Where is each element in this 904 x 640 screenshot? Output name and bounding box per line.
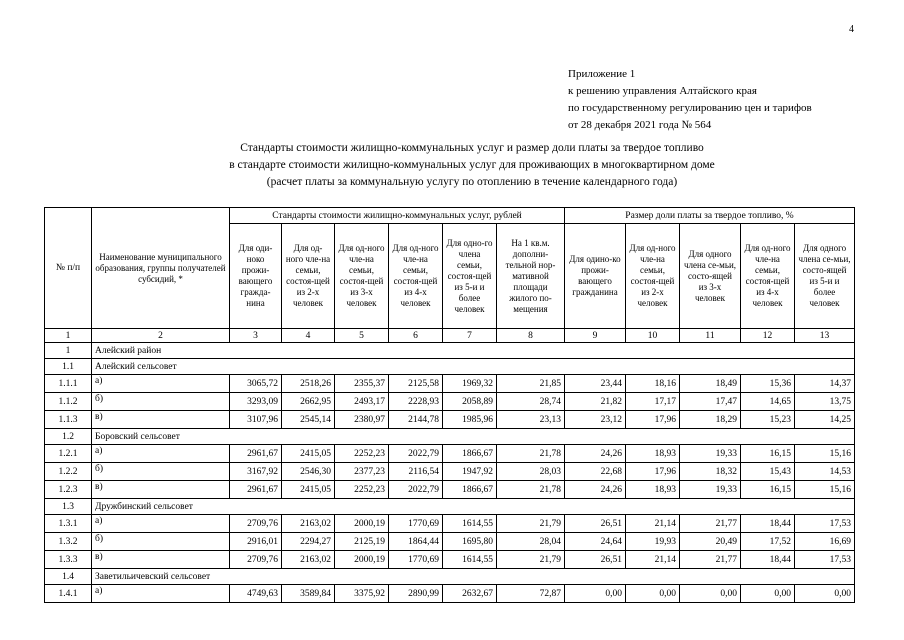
header-group-standards: Стандарты стоимости жилищно-коммунальных услуг, рублей (230, 208, 565, 224)
table-cell: 2000,19 (335, 551, 389, 569)
council-row (45, 429, 855, 445)
council-row (45, 569, 855, 585)
column-header: Для одино-ко прожи-вающего гражданина (565, 224, 626, 329)
row-number: 1.2.1 (45, 445, 92, 463)
table-cell: 2144,78 (389, 411, 443, 429)
header-num: № п/п (45, 208, 92, 329)
table-cell: 0,00 (741, 585, 795, 603)
table-cell: 0,00 (626, 585, 680, 603)
page-number: 4 (849, 24, 854, 35)
table-cell: 19,33 (680, 481, 741, 499)
row-number: 1.1.1 (45, 375, 92, 393)
table-cell: 14,53 (795, 463, 855, 481)
row-group-label: в) (92, 551, 230, 569)
table-cell: 2632,67 (443, 585, 497, 603)
column-header: Для од-ного чле-на семьи, состоя-щей из 4-х человек (389, 224, 443, 329)
row-group-label: а) (92, 445, 230, 463)
table-cell: 15,16 (795, 481, 855, 499)
row-group-label: б) (92, 533, 230, 551)
document-title (44, 140, 900, 191)
table-cell: 15,23 (741, 411, 795, 429)
appendix-line: по государственному регулированию цен и тарифов (568, 102, 812, 114)
table-cell: 2228,93 (389, 393, 443, 411)
table-cell: 28,74 (497, 393, 565, 411)
row-group-label: б) (92, 393, 230, 411)
table-cell: 15,43 (741, 463, 795, 481)
table-cell: 2163,02 (282, 515, 335, 533)
table-cell: 2058,89 (443, 393, 497, 411)
table-cell: 15,16 (795, 445, 855, 463)
column-number: 12 (741, 329, 795, 343)
row-group-label: б) (92, 463, 230, 481)
table-cell: 1864,44 (389, 533, 443, 551)
title-line: в стандарте стоимости жилищно-коммунальных услуг для проживающих в многоквартирном доме (229, 159, 715, 171)
table-cell: 2709,76 (230, 515, 282, 533)
table-cell: 22,68 (565, 463, 626, 481)
table-cell: 2961,67 (230, 481, 282, 499)
header-group-fuel-share: Размер доли платы за твердое топливо, % (565, 208, 855, 224)
table-cell: 2022,79 (389, 445, 443, 463)
column-number: 9 (565, 329, 626, 343)
title-line: Стандарты стоимости жилищно-коммунальных услуг и размер доли платы за твердое топливо (240, 142, 704, 154)
row-group-label: в) (92, 481, 230, 499)
appendix-block (568, 66, 812, 134)
row-number: 1.2 (45, 429, 92, 445)
table-cell: 2545,14 (282, 411, 335, 429)
table-cell: 1770,69 (389, 515, 443, 533)
row-number: 1.4.1 (45, 585, 92, 603)
row-group-label: а) (92, 585, 230, 603)
table-cell: 2890,99 (389, 585, 443, 603)
table-cell: 16,69 (795, 533, 855, 551)
column-number: 8 (497, 329, 565, 343)
column-header: Для од-ного чле-на семьи, состоя-щей из 2-х человек (626, 224, 680, 329)
table-row (45, 445, 855, 463)
table-cell: 21,79 (497, 551, 565, 569)
column-number: 10 (626, 329, 680, 343)
table-cell: 18,93 (626, 445, 680, 463)
table-cell: 3167,92 (230, 463, 282, 481)
council-row (45, 359, 855, 375)
table-cell: 16,15 (741, 481, 795, 499)
table-row (45, 393, 855, 411)
table-cell: 2116,54 (389, 463, 443, 481)
table-cell: 1866,67 (443, 481, 497, 499)
table-cell: 2125,58 (389, 375, 443, 393)
table-cell: 1695,80 (443, 533, 497, 551)
table-cell: 2415,05 (282, 445, 335, 463)
table-cell: 21,79 (497, 515, 565, 533)
row-number: 1.2.2 (45, 463, 92, 481)
table-cell: 1614,55 (443, 515, 497, 533)
appendix-line: к решению управления Алтайского края (568, 85, 757, 97)
table-cell: 72,87 (497, 585, 565, 603)
row-group-label: в) (92, 411, 230, 429)
table-cell: 17,53 (795, 515, 855, 533)
table-cell: 1866,67 (443, 445, 497, 463)
table-cell: 17,17 (626, 393, 680, 411)
table-cell: 18,44 (741, 515, 795, 533)
column-header: На 1 кв.м. дополни-тельной нор-мативной площади жилого по-мещения (497, 224, 565, 329)
table-cell: 23,12 (565, 411, 626, 429)
table-cell: 3065,72 (230, 375, 282, 393)
table-row (45, 533, 855, 551)
table-cell: 2252,23 (335, 445, 389, 463)
row-number: 1.3.3 (45, 551, 92, 569)
column-number: 5 (335, 329, 389, 343)
table-cell: 17,47 (680, 393, 741, 411)
title-line: (расчет платы за коммунальную услугу по отоплению в течение календарного года) (266, 176, 678, 188)
table-cell: 24,26 (565, 445, 626, 463)
table-cell: 18,44 (741, 551, 795, 569)
row-number: 1.3 (45, 499, 92, 515)
table-cell: 2252,23 (335, 481, 389, 499)
table-cell: 21,77 (680, 515, 741, 533)
table-cell: 1969,32 (443, 375, 497, 393)
table-cell: 2294,27 (282, 533, 335, 551)
table-cell: 2518,26 (282, 375, 335, 393)
column-number: 4 (282, 329, 335, 343)
table-cell: 14,25 (795, 411, 855, 429)
table-cell: 18,16 (626, 375, 680, 393)
table-cell: 3589,84 (282, 585, 335, 603)
table-cell: 21,14 (626, 551, 680, 569)
region-row (45, 343, 855, 359)
header-name: Наименование муниципального образования, группы получателей субсидий, * (92, 208, 230, 329)
column-header: Для од-ного чле-на семьи, состоя-щей из 4-х человек (741, 224, 795, 329)
table-cell: 17,96 (626, 463, 680, 481)
column-number: 6 (389, 329, 443, 343)
table-cell: 2380,97 (335, 411, 389, 429)
column-header: Для одного члена се-мьи, состо-ящей из 3-х человек (680, 224, 741, 329)
table-cell: 2662,95 (282, 393, 335, 411)
council-name: Боровский сельсовет (92, 429, 855, 445)
table-cell: 1614,55 (443, 551, 497, 569)
table-cell: 3375,92 (335, 585, 389, 603)
table-cell: 14,65 (741, 393, 795, 411)
table-row (45, 463, 855, 481)
column-header: Для одно-го члена семьи, состоя-щей из 5-и и более человек (443, 224, 497, 329)
table-cell: 16,15 (741, 445, 795, 463)
table-cell: 24,26 (565, 481, 626, 499)
council-name: Заветильичевский сельсовет (92, 569, 855, 585)
table-cell: 2415,05 (282, 481, 335, 499)
table-cell: 2916,01 (230, 533, 282, 551)
column-number: 7 (443, 329, 497, 343)
table-cell: 2961,67 (230, 445, 282, 463)
column-number: 1 (45, 329, 92, 343)
row-number: 1.3.2 (45, 533, 92, 551)
table-cell: 19,33 (680, 445, 741, 463)
table-cell: 18,93 (626, 481, 680, 499)
table-cell: 21,77 (680, 551, 741, 569)
row-number: 1.1.2 (45, 393, 92, 411)
table-cell: 23,13 (497, 411, 565, 429)
column-number: 2 (92, 329, 230, 343)
row-group-label: а) (92, 515, 230, 533)
table-cell: 21,78 (497, 445, 565, 463)
row-number: 1.1 (45, 359, 92, 375)
table-cell: 2546,30 (282, 463, 335, 481)
table-cell: 2377,23 (335, 463, 389, 481)
column-header: Для од-ного чле-на семьи, состоя-щей из 2-х человек (282, 224, 335, 329)
column-header: Для одного члена се-мьи, состо-ящей из 5-и и более человек (795, 224, 855, 329)
table-row (45, 551, 855, 569)
table-cell: 1770,69 (389, 551, 443, 569)
row-number: 1.4 (45, 569, 92, 585)
row-number: 1 (45, 343, 92, 359)
council-name: Алейский сельсовет (92, 359, 855, 375)
table-cell: 0,00 (795, 585, 855, 603)
table-cell: 18,49 (680, 375, 741, 393)
table-row (45, 481, 855, 499)
table-cell: 28,04 (497, 533, 565, 551)
column-number: 11 (680, 329, 741, 343)
table-cell: 15,36 (741, 375, 795, 393)
table-cell: 2125,19 (335, 533, 389, 551)
table-cell: 3107,96 (230, 411, 282, 429)
table-cell: 1947,92 (443, 463, 497, 481)
table-cell: 3293,09 (230, 393, 282, 411)
table-cell: 2163,02 (282, 551, 335, 569)
table-cell: 2000,19 (335, 515, 389, 533)
table-cell: 28,03 (497, 463, 565, 481)
table-cell: 23,44 (565, 375, 626, 393)
table-cell: 20,49 (680, 533, 741, 551)
table-cell: 26,51 (565, 551, 626, 569)
table-cell: 18,32 (680, 463, 741, 481)
table-cell: 14,37 (795, 375, 855, 393)
appendix-line: Приложение 1 (568, 68, 636, 80)
row-number: 1.3.1 (45, 515, 92, 533)
table-cell: 2022,79 (389, 481, 443, 499)
table-cell: 13,75 (795, 393, 855, 411)
table-cell: 1985,96 (443, 411, 497, 429)
table-cell: 21,78 (497, 481, 565, 499)
table-cell: 21,85 (497, 375, 565, 393)
table-cell: 17,52 (741, 533, 795, 551)
column-number: 13 (795, 329, 855, 343)
table-cell: 17,53 (795, 551, 855, 569)
table-row (45, 585, 855, 603)
row-number: 1.2.3 (45, 481, 92, 499)
column-number: 3 (230, 329, 282, 343)
table-cell: 2355,37 (335, 375, 389, 393)
table-cell: 4749,63 (230, 585, 282, 603)
table-cell: 24,64 (565, 533, 626, 551)
table-row (45, 375, 855, 393)
standards-table (44, 207, 855, 603)
council-row (45, 499, 855, 515)
row-number: 1.1.3 (45, 411, 92, 429)
table-row (45, 411, 855, 429)
column-header: Для оди-ноко прожи-вающего гражда-нина (230, 224, 282, 329)
table-cell: 26,51 (565, 515, 626, 533)
table-cell: 0,00 (680, 585, 741, 603)
appendix-line: от 28 декабря 2021 года № 564 (568, 119, 712, 131)
table-cell: 0,00 (565, 585, 626, 603)
table-cell: 17,96 (626, 411, 680, 429)
row-group-label: а) (92, 375, 230, 393)
table-cell: 19,93 (626, 533, 680, 551)
table-cell: 18,29 (680, 411, 741, 429)
table-row (45, 515, 855, 533)
column-header: Для од-ного чле-на семьи, состоя-щей из 3-х человек (335, 224, 389, 329)
table-cell: 21,82 (565, 393, 626, 411)
table-cell: 2709,76 (230, 551, 282, 569)
council-name: Дружбинский сельсовет (92, 499, 855, 515)
table-cell: 2493,17 (335, 393, 389, 411)
table-cell: 21,14 (626, 515, 680, 533)
region-name: Алейский район (92, 343, 855, 359)
